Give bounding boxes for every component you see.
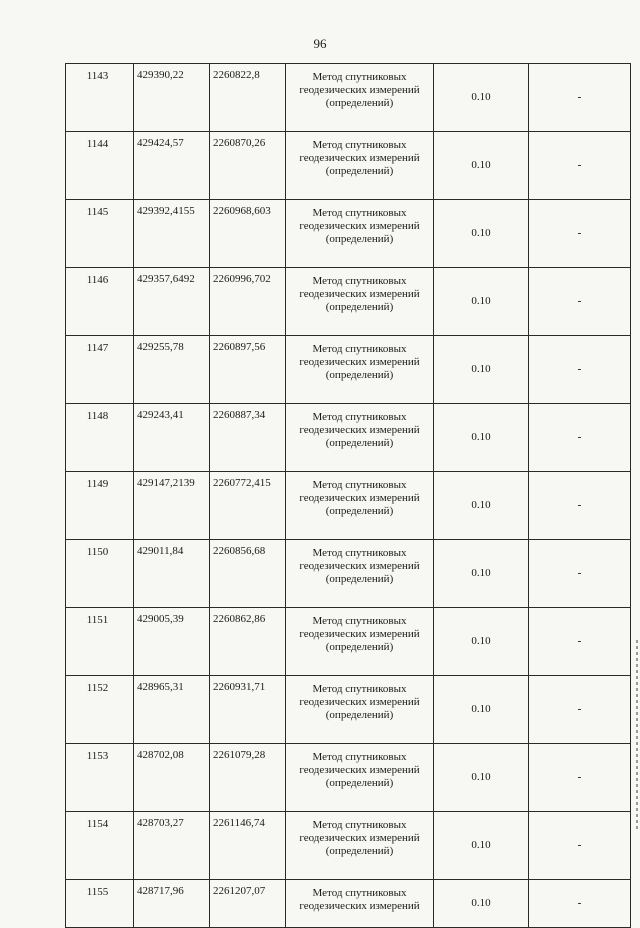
accuracy-cell: 0.10 xyxy=(434,880,529,928)
method-line: Метод спутниковых xyxy=(312,207,407,219)
y-coordinate-cell: 2260931,71 xyxy=(210,676,286,744)
accuracy-cell: 0.10 xyxy=(434,744,529,812)
accuracy-cell: 0.10 xyxy=(434,472,529,540)
method-line: (определений) xyxy=(325,573,394,585)
method-cell xyxy=(286,744,434,812)
method-line: геодезических измерений xyxy=(299,900,420,912)
table-row xyxy=(66,472,631,540)
method-cell xyxy=(286,268,434,336)
method-line: Метод спутниковых xyxy=(312,683,407,695)
method-line: Метод спутниковых xyxy=(312,819,407,831)
note-cell: - xyxy=(529,608,631,676)
method-line: Метод спутниковых xyxy=(312,887,407,899)
point-number-cell: 1150 xyxy=(66,540,134,608)
method-line: (определений) xyxy=(325,641,394,653)
method-cell xyxy=(286,608,434,676)
table-row xyxy=(66,404,631,472)
point-number-cell: 1151 xyxy=(66,608,134,676)
method-line: Метод спутниковых xyxy=(312,139,407,151)
accuracy-cell: 0.10 xyxy=(434,200,529,268)
y-coordinate-cell: 2261146,74 xyxy=(210,812,286,880)
y-coordinate-cell: 2260772,415 xyxy=(210,472,286,540)
method-line: геодезических измерений xyxy=(299,424,420,436)
point-number-cell: 1144 xyxy=(66,132,134,200)
method-line: (определений) xyxy=(325,777,394,789)
method-line: Метод спутниковых xyxy=(312,547,407,559)
accuracy-cell: 0.10 xyxy=(434,608,529,676)
method-line: геодезических измерений xyxy=(299,492,420,504)
note-cell: - xyxy=(529,336,631,404)
accuracy-cell: 0.10 xyxy=(434,676,529,744)
y-coordinate-cell: 2260897,56 xyxy=(210,336,286,404)
method-cell xyxy=(286,472,434,540)
y-coordinate-cell: 2261079,28 xyxy=(210,744,286,812)
method-line: геодезических измерений xyxy=(299,84,420,96)
point-number-cell: 1145 xyxy=(66,200,134,268)
method-line: геодезических измерений xyxy=(299,832,420,844)
table-row xyxy=(66,676,631,744)
y-coordinate-cell: 2260996,702 xyxy=(210,268,286,336)
note-cell: - xyxy=(529,64,631,132)
table-row xyxy=(66,540,631,608)
accuracy-cell: 0.10 xyxy=(434,540,529,608)
point-number-cell: 1148 xyxy=(66,404,134,472)
accuracy-cell: 0.10 xyxy=(434,404,529,472)
note-cell: - xyxy=(529,404,631,472)
method-line: Метод спутниковых xyxy=(312,751,407,763)
y-coordinate-cell: 2260862,86 xyxy=(210,608,286,676)
coordinates-table-body xyxy=(66,64,631,928)
table-row xyxy=(66,200,631,268)
y-coordinate-cell: 2260887,34 xyxy=(210,404,286,472)
table-row xyxy=(66,608,631,676)
point-number-cell: 1143 xyxy=(66,64,134,132)
accuracy-cell: 0.10 xyxy=(434,64,529,132)
x-coordinate-cell: 429147,2139 xyxy=(134,472,210,540)
method-line: Метод спутниковых xyxy=(312,479,407,491)
note-cell: - xyxy=(529,132,631,200)
method-line: (определений) xyxy=(325,369,394,381)
method-line: геодезических измерений xyxy=(299,560,420,572)
note-cell: - xyxy=(529,744,631,812)
method-line: Метод спутниковых xyxy=(312,411,407,423)
x-coordinate-cell: 429243,41 xyxy=(134,404,210,472)
table-row xyxy=(66,132,631,200)
method-line: геодезических измерений xyxy=(299,764,420,776)
x-coordinate-cell: 429357,6492 xyxy=(134,268,210,336)
note-cell: - xyxy=(529,200,631,268)
method-line: (определений) xyxy=(325,437,394,449)
method-line: геодезических измерений xyxy=(299,628,420,640)
y-coordinate-cell: 2261207,07 xyxy=(210,880,286,928)
accuracy-cell: 0.10 xyxy=(434,812,529,880)
method-line: (определений) xyxy=(325,233,394,245)
x-coordinate-cell: 428703,27 xyxy=(134,812,210,880)
note-cell: - xyxy=(529,268,631,336)
method-line: (определений) xyxy=(325,709,394,721)
point-number-cell: 1149 xyxy=(66,472,134,540)
method-cell xyxy=(286,676,434,744)
point-number-cell: 1153 xyxy=(66,744,134,812)
method-line: Метод спутниковых xyxy=(312,343,407,355)
note-cell: - xyxy=(529,812,631,880)
method-line: геодезических измерений xyxy=(299,220,420,232)
coordinates-table xyxy=(65,63,631,928)
note-cell: - xyxy=(529,676,631,744)
method-cell xyxy=(286,132,434,200)
method-line: геодезических измерений xyxy=(299,152,420,164)
y-coordinate-cell: 2260822,8 xyxy=(210,64,286,132)
x-coordinate-cell: 429005,39 xyxy=(134,608,210,676)
page-number: 96 xyxy=(313,36,327,51)
point-number-cell: 1146 xyxy=(66,268,134,336)
x-coordinate-cell: 429255,78 xyxy=(134,336,210,404)
table-row xyxy=(66,744,631,812)
x-coordinate-cell: 428965,31 xyxy=(134,676,210,744)
method-line: геодезических измерений xyxy=(299,288,420,300)
method-cell xyxy=(286,880,434,928)
accuracy-cell: 0.10 xyxy=(434,336,529,404)
x-coordinate-cell: 429392,4155 xyxy=(134,200,210,268)
method-cell xyxy=(286,404,434,472)
accuracy-cell: 0.10 xyxy=(434,132,529,200)
point-number-cell: 1154 xyxy=(66,812,134,880)
method-line: Метод спутниковых xyxy=(312,615,407,627)
note-cell: - xyxy=(529,540,631,608)
x-coordinate-cell: 429011,84 xyxy=(134,540,210,608)
point-number-cell: 1152 xyxy=(66,676,134,744)
point-number-cell: 1155 xyxy=(66,880,134,928)
table-row xyxy=(66,812,631,880)
method-line: (определений) xyxy=(325,845,394,857)
scan-edge-mark xyxy=(636,640,638,830)
table-row xyxy=(66,64,631,132)
method-line: Метод спутниковых xyxy=(312,275,407,287)
method-cell xyxy=(286,200,434,268)
point-number-cell: 1147 xyxy=(66,336,134,404)
method-line: (определений) xyxy=(325,505,394,517)
y-coordinate-cell: 2260968,603 xyxy=(210,200,286,268)
method-cell xyxy=(286,64,434,132)
note-cell: - xyxy=(529,880,631,928)
table-row xyxy=(66,880,631,928)
table-row xyxy=(66,268,631,336)
x-coordinate-cell: 428717,96 xyxy=(134,880,210,928)
method-line: (определений) xyxy=(325,97,394,109)
method-line: геодезических измерений xyxy=(299,696,420,708)
x-coordinate-cell: 429424,57 xyxy=(134,132,210,200)
y-coordinate-cell: 2260870,26 xyxy=(210,132,286,200)
x-coordinate-cell: 429390,22 xyxy=(134,64,210,132)
method-line: (определений) xyxy=(325,301,394,313)
method-cell xyxy=(286,336,434,404)
method-line: (определений) xyxy=(325,165,394,177)
y-coordinate-cell: 2260856,68 xyxy=(210,540,286,608)
table-row xyxy=(66,336,631,404)
method-cell xyxy=(286,812,434,880)
method-line: геодезических измерений xyxy=(299,356,420,368)
method-cell xyxy=(286,540,434,608)
accuracy-cell: 0.10 xyxy=(434,268,529,336)
x-coordinate-cell: 428702,08 xyxy=(134,744,210,812)
method-line: Метод спутниковых xyxy=(312,71,407,83)
note-cell: - xyxy=(529,472,631,540)
